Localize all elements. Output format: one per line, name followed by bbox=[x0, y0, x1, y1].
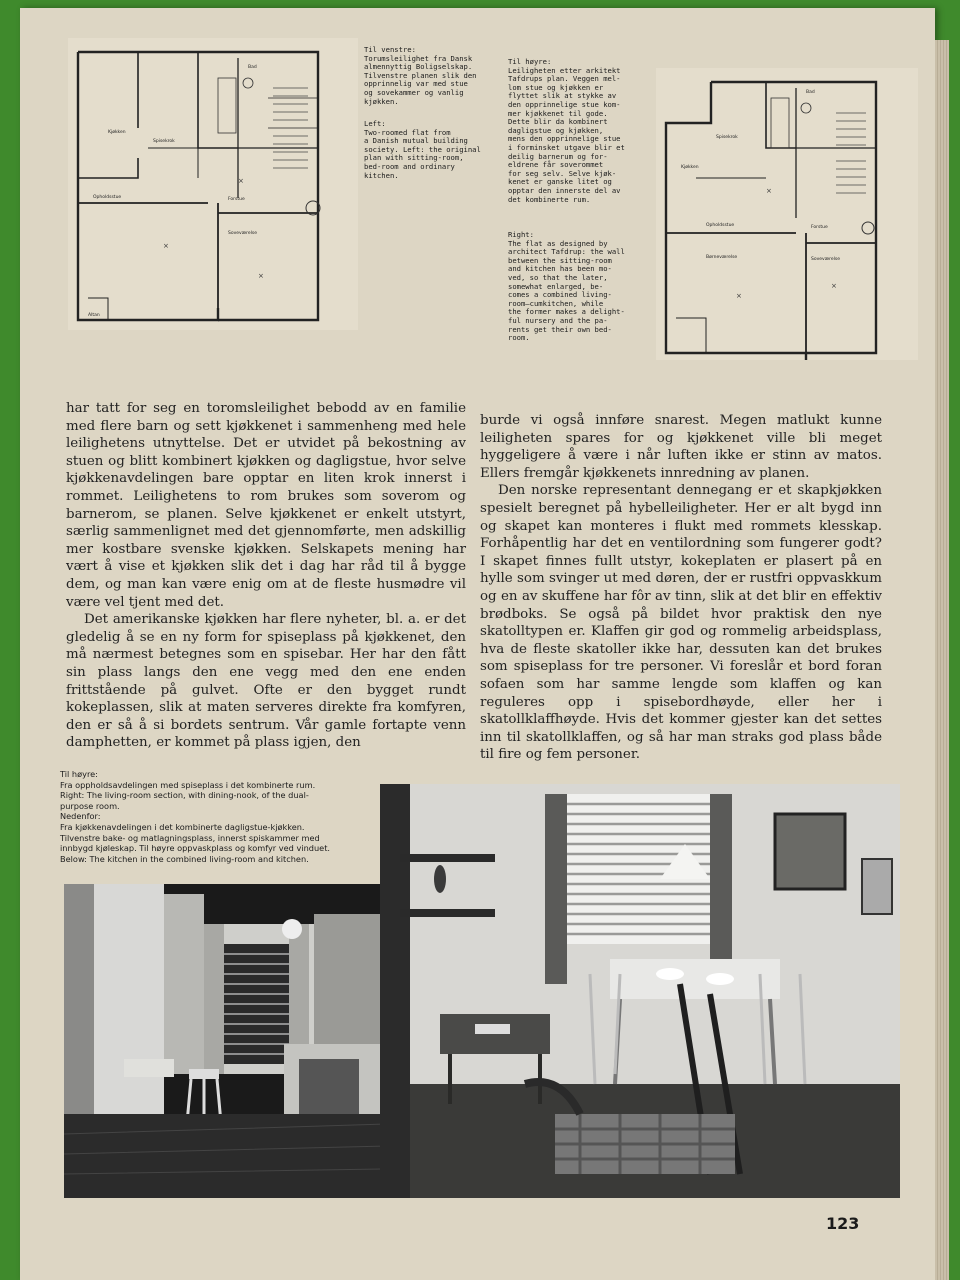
plan-label: Opholdsstue bbox=[706, 223, 735, 228]
plan-label: Bad bbox=[806, 90, 815, 95]
svg-text:×: × bbox=[831, 282, 837, 290]
caption-line: Til høyre: bbox=[60, 769, 98, 779]
caption-right-norwegian: Til høyre: Leiligheten etter arkitekt Tafdrups plan. Veggen mel- lom stue og kjøkken er flyttet slik at stykke av den opprinnelige stue kom- mer kjøkkenet til gode. Dette blir da kombinert dagligstue og kjøkken, mens den opprinnelige stue i forminsket utgave blir et deilig barnerum og for- eldrene får soverommet for seg selv. Selve kjøk- kenet er ganske litet og opptar den innerste del av det kombinerte rum. bbox=[508, 57, 625, 204]
svg-text:×: × bbox=[163, 242, 169, 250]
plan-label: Soveværelse bbox=[811, 257, 841, 262]
body-paragraph: har tatt for seg en toromsleilighet bebodd av en familie med flere barn og sett kjøkkenet i sammenheng med hele leilighetens utnyttelse. Det er utvidet på bekostning av stuen og blitt kombinert kjøkken og dagligstue, hvor selve kjøkkenavdelingen bare opptar en liten krok innerst i rommet. Leilighetens to rom brukes som soverom og barnerom, se planen. Selve kjøkkenet er enkelt utstyrt, særlig sammenlignet med det gjennomførte, men adskillig mer kostbare svenske kjøkken. Selskapets mening har vært å vise et kjøkken slik det i dag har råd til å bygge dem, og man kan være enig om at de fleste husmødre vil være vel tjent med det. bbox=[66, 401, 466, 610]
plan-label: Børneværelse bbox=[706, 255, 738, 260]
floor-plan-right bbox=[656, 68, 918, 360]
body-paragraph: Det amerikanske kjøkken har flere nyheter, bl. a. er det gledelig å se en ny form for spiseplass på kjøkkenet, den må nærmest betegnes som en spisebar. Her har den fått sin plass langs den ene vegg med den ene enden frittstående på gulvet. Ofte er den bygget rundt kokeplassen, slik at maten serveres direkte fra komfyren, den er så å si bordets sentrum. Vår gamle fortapte venn damphetten, er kommet på plass igjen, den bbox=[66, 612, 466, 751]
plan-label: Soveværelse bbox=[228, 231, 258, 236]
page-number: 123 bbox=[826, 1214, 860, 1233]
caption-right-english: Right: The flat as designed by architect Tafdrup: the wall between the sitting-room and kitchen has been mo- ved, so that the later, somewhat enlarged, be- comes a combined living- room—cumkitchen, while the former makes a delight- ful nursery and the pa- rents get their own bed- room. bbox=[508, 230, 625, 343]
plan-label: Spisekrok bbox=[716, 135, 738, 140]
body-column-left bbox=[66, 400, 466, 752]
floor-plan-left bbox=[68, 38, 358, 330]
caption-line: Right: The living-room section, with dining-nook, of the dual- bbox=[60, 790, 309, 801]
svg-text:×: × bbox=[736, 292, 742, 300]
svg-text:×: × bbox=[766, 187, 772, 195]
page-edges bbox=[935, 40, 949, 1280]
body-paragraph: burde vi også innføre snarest. Megen matlukt kunne leiligheten spares for og kjøkkenet ville bli meget hyggeligere å være i når luften ikke er stinn av matos. Ellers fremgår kjøkkenets innredning av planen. bbox=[480, 413, 882, 481]
caption-left-english: Left: Two-roomed flat from a Danish mutual building society. Left: the original plan with sitting-room, bed-room and ordinary kitchen. bbox=[364, 119, 481, 180]
caption-line: Tilvenstre bake- og matlagningsplass, innerst spiskammer med bbox=[60, 832, 320, 843]
photo-caption bbox=[60, 769, 395, 864]
plan-label: Kjøkken bbox=[681, 165, 699, 170]
plan-label: Altan bbox=[88, 313, 100, 318]
svg-text:×: × bbox=[238, 177, 244, 185]
plan-label: Spisekrok bbox=[153, 139, 175, 144]
body-paragraph: Den norske representant dennegang er et skapkjøkken spesielt beregnet på hybelleiligheter. Her er alt bygd inn og skapet kan monteres i flukt med rommets klesskap. Forhåpentlig har det en ventilordning som fungerer godt? I skapet finnes fullt utstyr, kokeplaten er plasert på en hylle som svinger ut med døren, der er rustfri oppvaskkum og en av skuffene har fôr av tinn, slik at det blir en effektiv brødboks. Se også på bildet hvor praktisk den nye skatolltypen er. Klaffen gir god og rommelig arbeidsplass, hva de fleste skatoller ikke har, dessuten kan det brukes som spiseplass for tre personer. Vi foreslår et bord foran sofaen som har samme lengde som klaffen og kan reguleres opp i spisebordhøyde, eller her i skatollklaffhøyde. Hvis det kommer gjester kan det settes inn til skatollklaffen, og så har man straks god plass både til fire og fem personer. bbox=[480, 483, 882, 763]
magazine-page bbox=[20, 8, 935, 1280]
plan-label: Opholdsstue bbox=[93, 195, 122, 200]
svg-text:×: × bbox=[258, 272, 264, 280]
plan-label: Forstue bbox=[811, 225, 828, 230]
plan-label: Bad bbox=[248, 65, 257, 70]
body-column-right bbox=[480, 412, 882, 764]
caption-left-norwegian: Til venstre: Torumsleilighet fra Dansk almennyttig Boligselskap. Tilvenstre planen slik den opprinnelig var med stue og sovekammer og vanlig kjøkken. bbox=[364, 45, 477, 106]
living-room-photo bbox=[380, 784, 900, 1198]
plan-label: Forstue bbox=[228, 197, 245, 202]
caption-line: purpose room. bbox=[60, 800, 120, 811]
caption-line: Below: The kitchen in the combined living-room and kitchen. bbox=[60, 853, 309, 864]
kitchen-photo bbox=[64, 884, 386, 1198]
plan-label: Kjøkken bbox=[108, 130, 126, 135]
caption-line: Fra kjøkkenavdelingen i det kombinerte dagligstue-kjøkken. bbox=[60, 821, 305, 832]
caption-line: innbygd kjøleskap. Til høyre oppvaskplass og komfyr ved vinduet. bbox=[60, 843, 331, 854]
caption-line: Fra oppholdsavdelingen med spiseplass i det kombinerte rum. bbox=[60, 779, 316, 790]
caption-line: Nedenfor: bbox=[60, 811, 101, 822]
